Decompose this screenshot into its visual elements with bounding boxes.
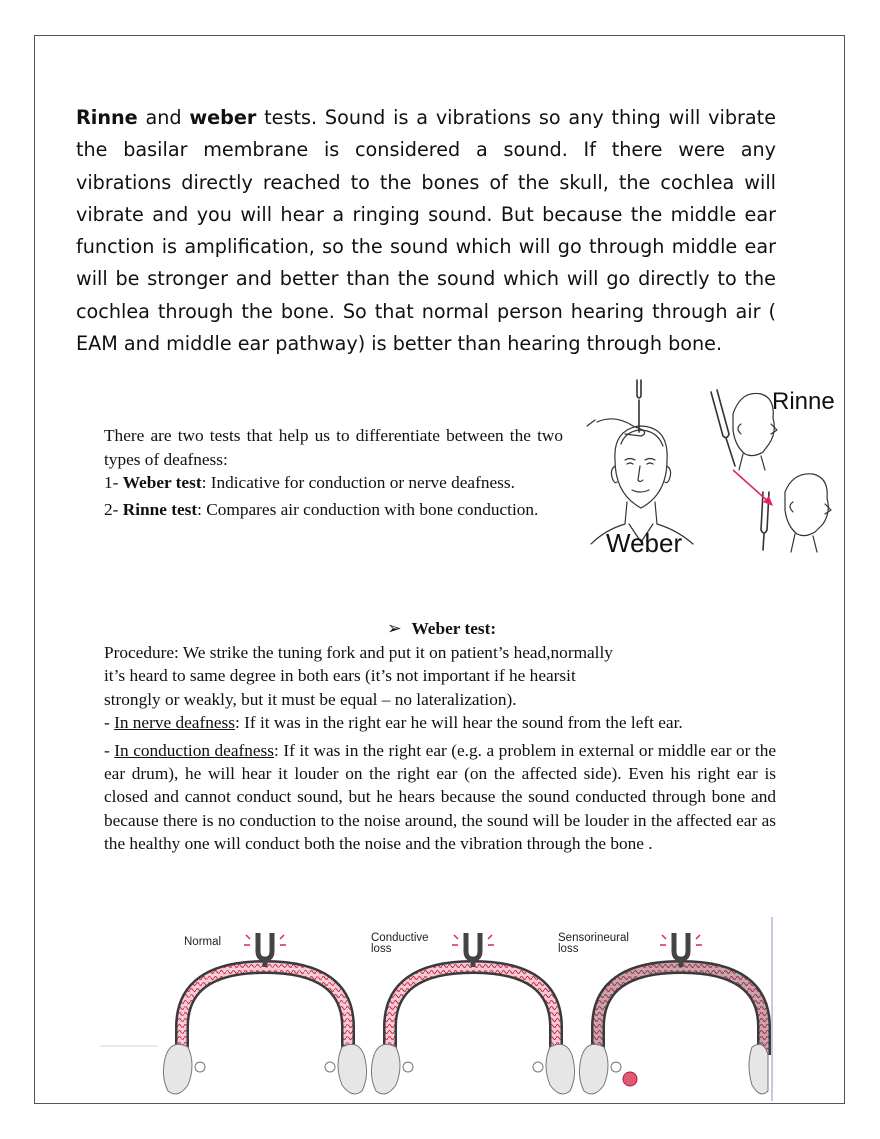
conduction-deafness-label: In conduction deafness	[114, 740, 275, 760]
weber-figure-label: Weber	[606, 528, 683, 558]
nerve-deafness-label: In nerve deafness	[114, 713, 235, 733]
sensorineural-label-line2: loss	[558, 943, 579, 955]
test-item-2-num: 2-	[104, 499, 123, 519]
bullet-arrow-icon: ➢	[387, 619, 402, 638]
test-item-1	[104, 471, 563, 495]
tests-block	[104, 424, 563, 521]
weber-rinne-illustration	[585, 374, 847, 562]
procedure-line-3: strongly or weakly, but it must be equal – no lateralization).	[104, 689, 517, 709]
weber-heading	[387, 617, 496, 640]
rinne-figure-label: Rinne	[772, 388, 835, 415]
test-item-1-num: 1-	[104, 473, 123, 492]
normal-arch	[163, 933, 366, 1094]
nerve-deafness-text: : If it was in the right ear he will hear the sound from the left ear.	[235, 713, 683, 733]
weber-section-body	[104, 641, 776, 856]
hearing-loss-diagram	[100, 915, 776, 1103]
conduction-deafness-paragraph	[104, 739, 776, 856]
tests-lead: There are two tests that help us to differentiate between the two types of deafness:	[104, 426, 563, 469]
weber-heading-text: Weber test:	[411, 619, 497, 638]
conductive-loss-arch	[371, 932, 575, 1094]
conduction-deafness-text: : If it was in the right ear (e.g. a problem in external or middle ear or the ear drum), he will hear it louder on the right ear (on the affected side). Even his right ear is closed and cannot conduct sound, but he hears because the sound conducted through bone and because there is no conduction to the noise around, the sound will be louder in the affected ear as the healthy one will conduct both the noise and the vibration through the bone .	[104, 740, 777, 854]
sensorineural-loss-arch	[558, 932, 768, 1094]
test-item-2	[104, 498, 563, 522]
test-item-2-name: Rinne test	[122, 499, 198, 519]
conductive-label-line2: loss	[371, 943, 392, 955]
conduction-dash: -	[104, 740, 115, 760]
rinne-bold: Rinne	[76, 106, 138, 129]
test-item-1-name: Weber test	[122, 473, 202, 492]
normal-label: Normal	[184, 936, 222, 948]
procedure-line-1: Procedure: We strike the tuning fork and put it on patient’s head,normally	[104, 643, 613, 662]
test-item-2-text: : Compares air conduction with bone conduction.	[197, 499, 539, 519]
test-item-1-text: : Indicative for conduction or nerve deafness.	[201, 473, 515, 492]
weber-bold: weber	[189, 106, 257, 129]
sensorineural-label-line1: Sensorineural	[558, 932, 629, 944]
procedure-line-2: it’s heard to same degree in both ears (it’s not important if he hearsit	[104, 666, 576, 686]
intro-text: tests. Sound is a vibrations so any thing will vibrate the basilar membrane is considered a sound. If there were any vibrations directly reached to the bones of the skull, the cochlea will vibrate and you will hear a ringing sound. But because the middle ear function is amplification, so the sound which will go through middle ear will be stronger and better than the sound which will go directly to the cochlea through the bone. So that normal person hearing through air ( EAM and middle ear pathway) is better than hearing through bone.	[76, 106, 776, 356]
conductive-label-line1: Conductive	[371, 932, 429, 944]
intro-paragraph	[76, 102, 776, 360]
nerve-deafness-paragraph	[104, 711, 776, 734]
and-word: and	[137, 106, 190, 129]
nerve-dash: -	[104, 713, 115, 733]
